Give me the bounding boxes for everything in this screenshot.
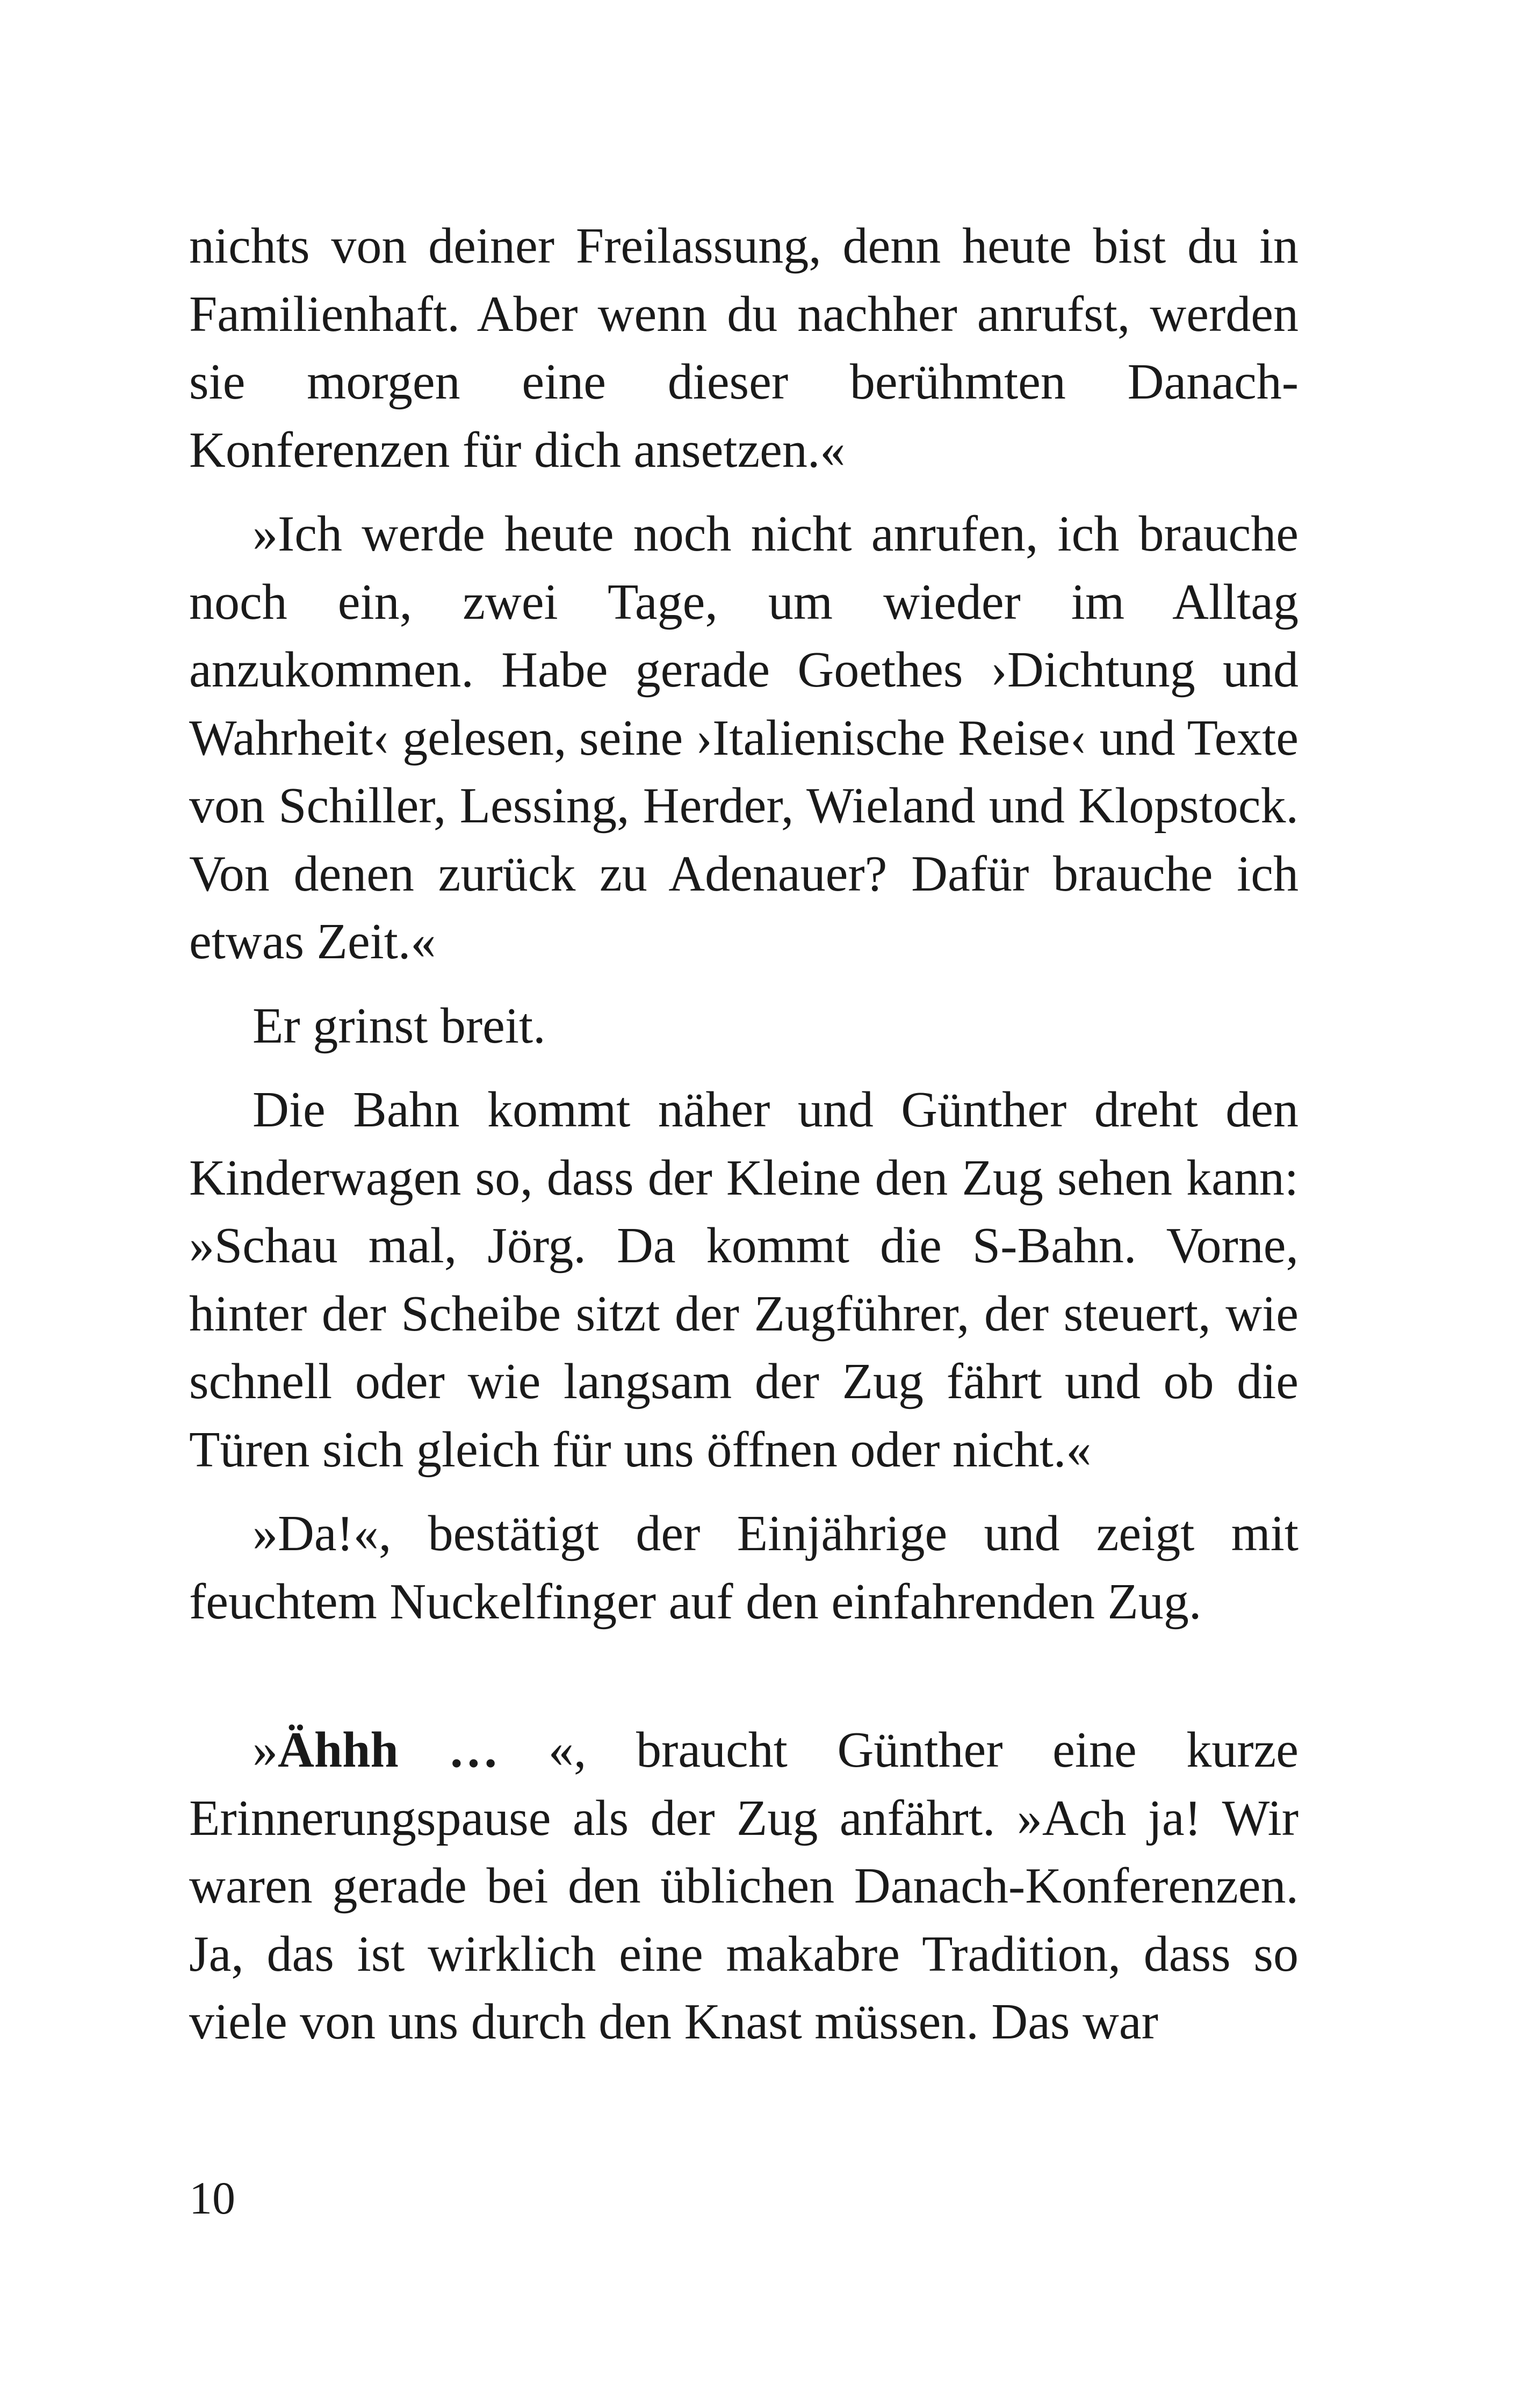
paragraph-6 xyxy=(189,1716,1299,2056)
paragraph-2: »Ich werde heute noch nicht anrufen, ich brauche noch ein, zwei Tage, um wieder im Alltag anzukommen. Habe gerade Goethes ›Dichtung und Wahrheit‹ gelesen, seine ›Italienische Reise‹ und Texte von Schiller, Lessing, Herder, Wieland und Klopstock. Von denen zurück zu Adenauer? Dafür brauche ich etwas Zeit.« xyxy=(189,506,1299,970)
bold-lead-in: Ähhh … xyxy=(278,1722,499,1778)
page-number: 10 xyxy=(189,2172,235,2224)
paragraph-4: Die Bahn kommt näher und Günther dreht den Kinderwagen so, dass der Kleine den Zug sehen kann: »Schau mal, Jörg. Da kommt die S-Bahn. Vorne, hinter der Scheibe sitzt der Zugführer, der steuert, wie schnell oder wie langsam der Zug fährt und ob die Türen sich gleich für uns öffnen oder nicht.« xyxy=(189,1082,1299,1478)
paragraph-1: nichts von deiner Freilassung, denn heute bist du in Familienhaft. Aber wenn du nachher anrufst, werden sie morgen eine dieser berühmten Danach-Konferenzen für dich ansetzen.« xyxy=(189,218,1299,478)
paragraph-6-text: «, braucht Günther eine kurze Erinnerungspause als der Zug anfährt. »Ach ja! Wir waren gerade bei den üblichen Danach-Konferenzen. Ja, das ist wirklich eine makabre Tradition, dass so viele von uns durch den Knast müssen. Das war xyxy=(189,1722,1299,2050)
opening-quote: » xyxy=(253,1722,278,1778)
body-text xyxy=(189,212,1299,2072)
paragraph-5: »Da!«, bestätigt der Einjährige und zeigt mit feuchtem Nuckelfinger auf den einfahrenden Zug. xyxy=(189,1506,1299,1630)
paragraph-3: Er grinst breit. xyxy=(253,997,546,1054)
